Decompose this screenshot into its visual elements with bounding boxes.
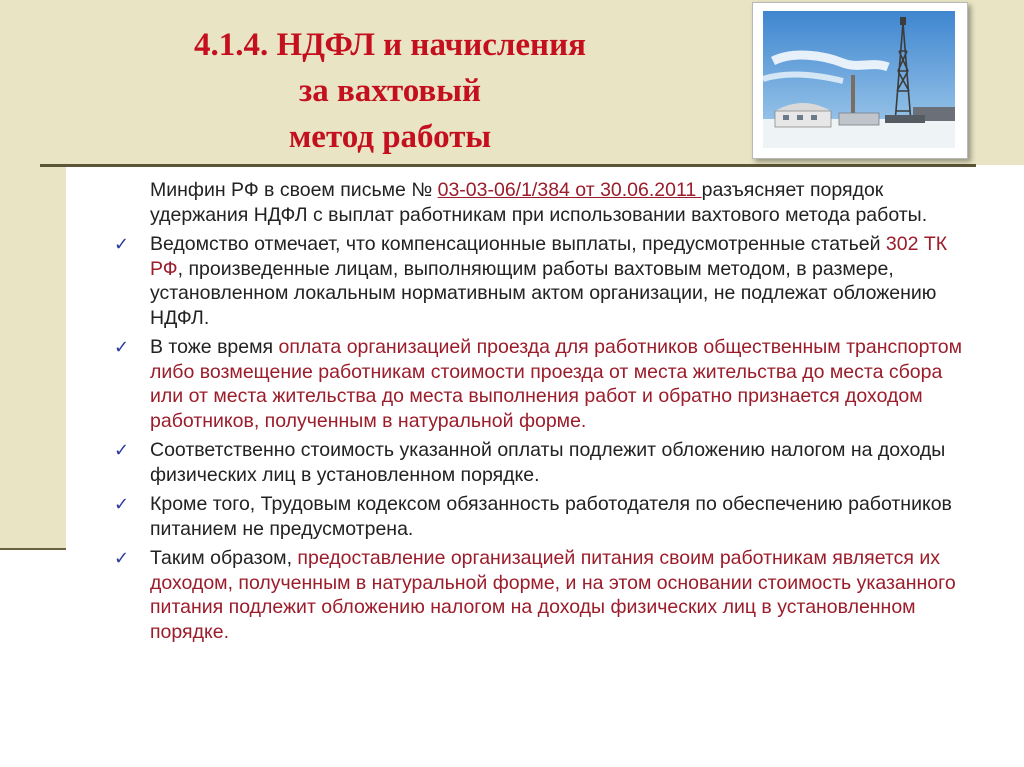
- bullet-5-text-1: Таким образом,: [150, 547, 298, 569]
- bullet-5-highlight: предоставление организацией питания своим работникам является их доходом, полученным в натуральной форме, и на этом основании стоимость указанного питания подлежит обложению налогом на доходы физических лиц в установленном порядке.: [150, 547, 956, 643]
- checkmark-icon: ✓: [114, 494, 130, 515]
- slide-title: [110, 22, 670, 160]
- bullet-item-1: [112, 232, 967, 330]
- oil-rig-photo-icon: [763, 11, 955, 148]
- title-line-1: 4.1.4. НДФЛ и начисления: [194, 27, 586, 63]
- left-band-divider: [0, 548, 66, 550]
- checkmark-icon: ✓: [114, 548, 130, 569]
- bullet-3-text-1: Соответственно стоимость указанной оплаты подлежит обложению налогом на доходы физических лиц в установленном порядке.: [150, 439, 946, 486]
- bullet-item-4: [112, 492, 967, 541]
- bullet-1-text-2: , произведенные лицам, выполняющим работы вахтовым методом, в размере, установленном локальным нормативным актом организации, не подлежат обложению НДФЛ.: [150, 257, 937, 329]
- title-line-2: за вахтовый: [298, 73, 482, 109]
- bullet-item-2: [112, 335, 967, 433]
- checkmark-icon: ✓: [114, 337, 130, 358]
- bullet-item-3: [112, 438, 967, 487]
- header-divider: [40, 164, 976, 167]
- intro-text-1: Минфин РФ в своем письме №: [150, 179, 438, 201]
- bullet-2-highlight: оплата организацией проезда для работников общественным транспортом либо возмещение работникам стоимости проезда от места жительства до места сбора или от места жительства до места выполнения работ и обратно признается доходом работников, полученным в натуральной форме.: [150, 336, 963, 432]
- checkmark-icon: ✓: [114, 440, 130, 461]
- letter-link[interactable]: 03-03-06/1/384 от 30.06.2011: [437, 179, 702, 201]
- bullet-2-text-1: В тоже время: [150, 336, 279, 358]
- left-decor-band: [0, 0, 66, 548]
- intro-paragraph: [150, 178, 967, 227]
- bullet-1-highlight: 302 ТК РФ: [150, 233, 948, 280]
- slide-body: [112, 178, 967, 644]
- title-line-3: метод работы: [288, 119, 492, 155]
- intro-text-2: разъясняет порядок удержания НДФЛ с выплат работникам при использовании вахтового метода работы.: [150, 179, 928, 226]
- bullet-1-text-1: Ведомство отмечает, что компенсационные выплаты, предусмотренные статьей: [150, 233, 886, 255]
- photo-frame: [752, 2, 968, 159]
- bullet-4-text-1: Кроме того, Трудовым кодексом обязанность работодателя по обеспечению работников питанием не предусмотрена.: [150, 493, 952, 540]
- checkmark-icon: ✓: [114, 234, 130, 255]
- bullet-item-5: [112, 546, 967, 644]
